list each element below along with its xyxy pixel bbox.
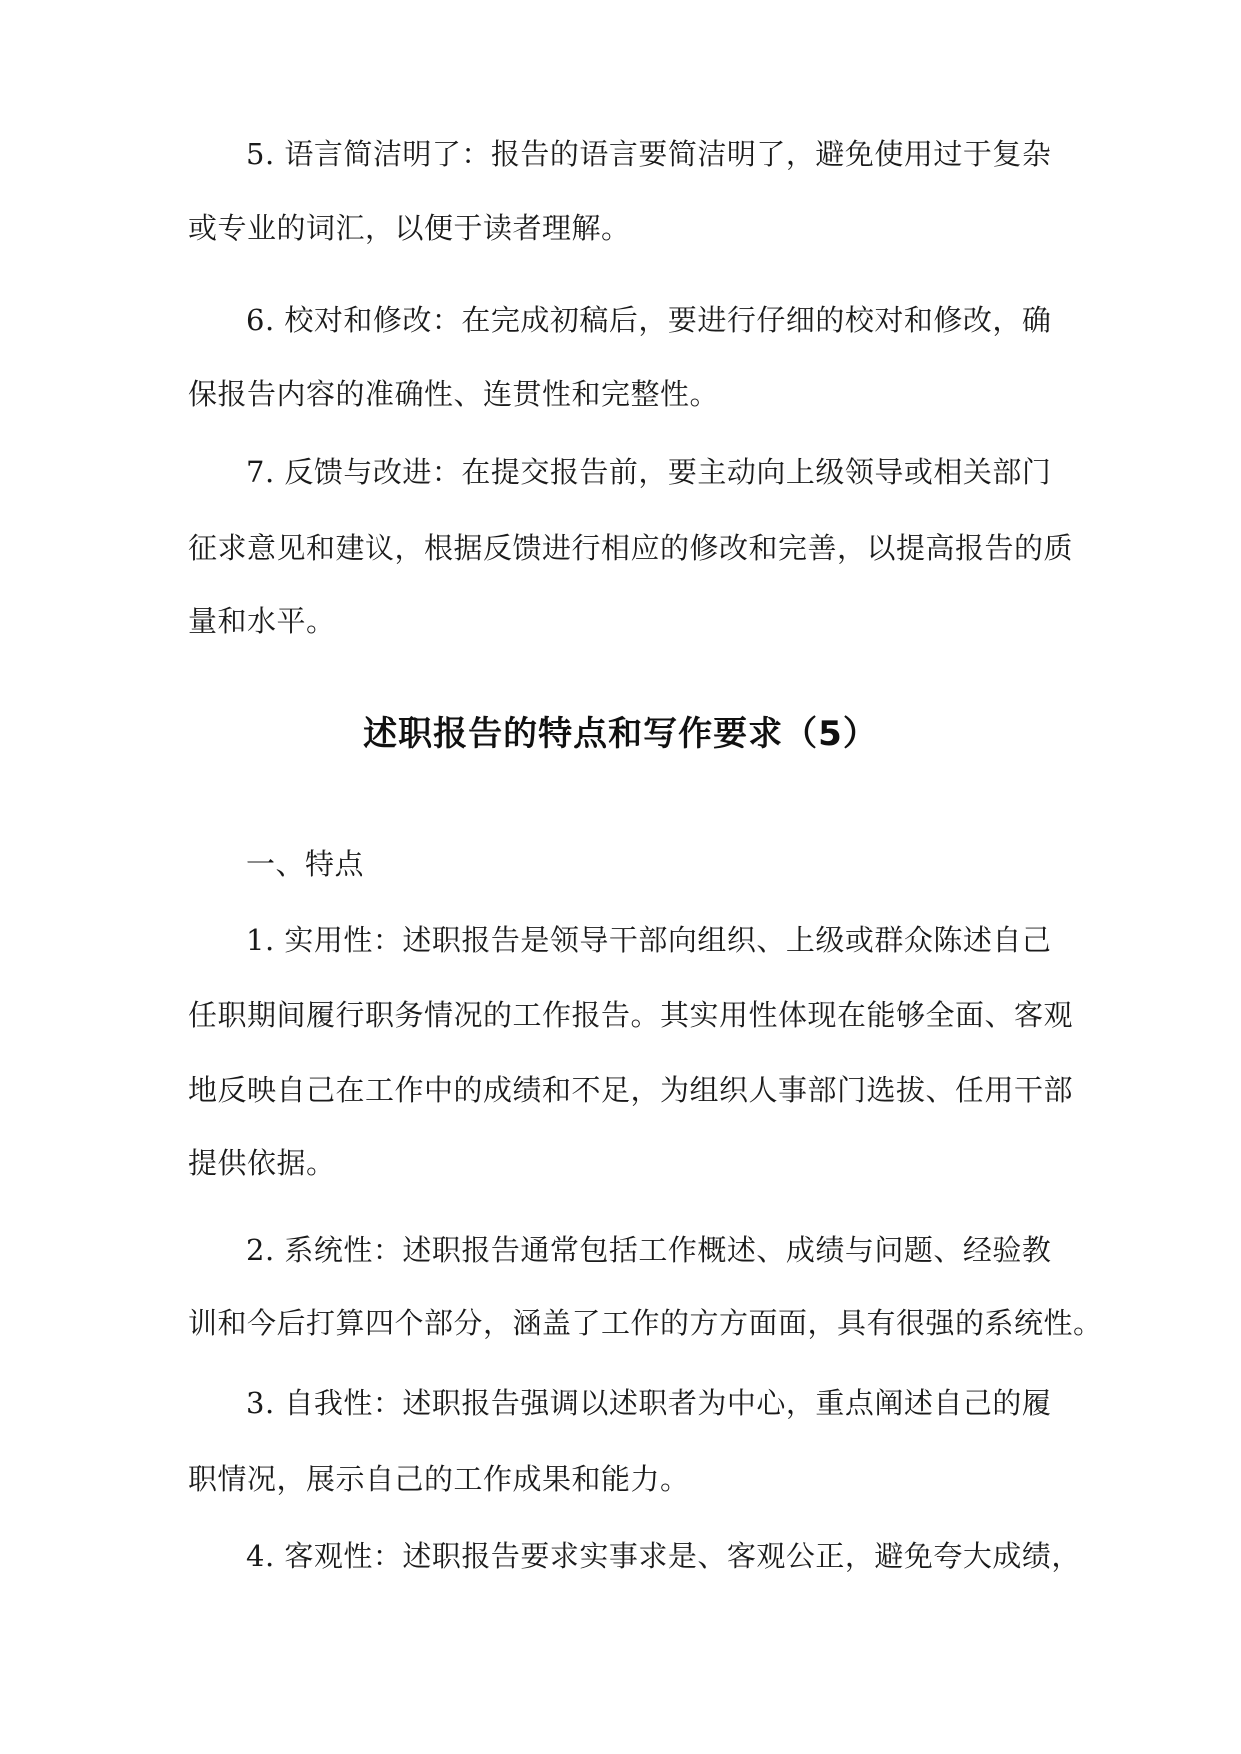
paragraph-line: 3. 自我性：述职报告强调以述职者为中心，重点阐述自己的履: [246, 1386, 1052, 1420]
paragraph-line: 7. 反馈与改进：在提交报告前，要主动向上级领导或相关部门: [246, 455, 1052, 489]
paragraph-line: 征求意见和建议，根据反馈进行相应的修改和完善，以提高报告的质: [188, 531, 1074, 565]
paragraph-line: 6. 校对和修改：在完成初稿后，要进行仔细的校对和修改，确: [246, 303, 1052, 337]
paragraph-line: 任职期间履行职务情况的工作报告。其实用性体现在能够全面、客观: [188, 998, 1074, 1032]
paragraph-line: 1. 实用性：述职报告是领导干部向组织、上级或群众陈述自己: [246, 923, 1052, 957]
paragraph-line: 2. 系统性：述职报告通常包括工作概述、成绩与问题、经验教: [246, 1233, 1052, 1267]
paragraph-line: 保报告内容的准确性、连贯性和完整性。: [188, 377, 720, 411]
paragraph-line: 量和水平。: [188, 604, 336, 638]
section-title: 述职报告的特点和写作要求（5）: [363, 714, 878, 754]
paragraph-line: 地反映自己在工作中的成绩和不足，为组织人事部门选拔、任用干部: [188, 1073, 1074, 1107]
paragraph-line: 或专业的词汇，以便于读者理解。: [188, 211, 631, 245]
paragraph-line: 职情况，展示自己的工作成果和能力。: [188, 1462, 690, 1496]
section-heading: 一、特点: [246, 847, 365, 881]
paragraph-line: 训和今后打算四个部分，涵盖了工作的方方面面，具有很强的系统性。: [188, 1306, 1103, 1340]
paragraph-line: 提供依据。: [188, 1146, 336, 1180]
paragraph-line: 5. 语言简洁明了：报告的语言要简洁明了，避免使用过于复杂: [246, 137, 1052, 171]
paragraph-line: 4. 客观性：述职报告要求实事求是、客观公正，避免夸大成绩，: [246, 1539, 1081, 1573]
